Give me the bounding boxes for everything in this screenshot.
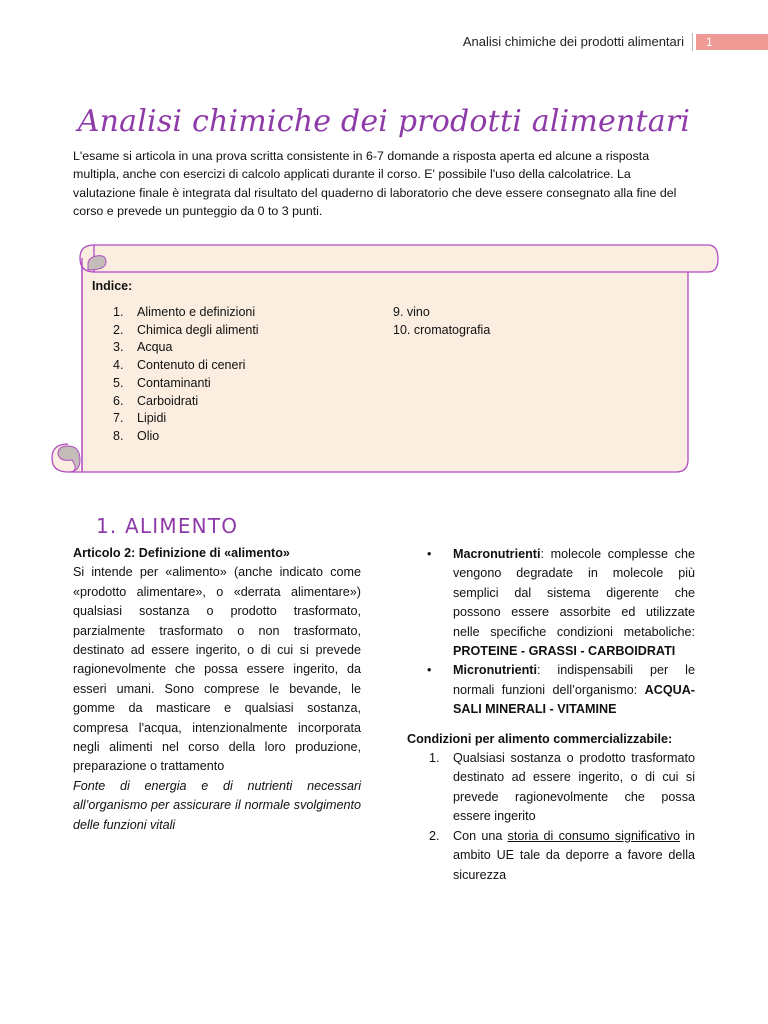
toc-item	[113, 304, 259, 322]
condition-text-pre: Con una	[453, 828, 508, 843]
toc-item-number: 8.	[113, 428, 124, 443]
toc-item-label: Acqua	[137, 340, 173, 355]
toc-item-number: 2.	[113, 322, 124, 337]
macronutrient-text	[453, 545, 695, 661]
toc-item	[113, 428, 259, 446]
toc-item-label: Contenuto di ceneri	[137, 358, 246, 373]
toc-item-label: Contaminanti	[137, 375, 211, 390]
conditions-list	[407, 749, 695, 885]
condition-number: 1.	[429, 751, 440, 766]
toc-item-number: 6.	[113, 393, 124, 408]
toc-item-number: 3.	[113, 340, 124, 355]
micronutrient-examples: ACQUA- SALI MINERALI - VITAMINE	[453, 682, 695, 717]
list-item	[407, 827, 695, 885]
article-note: Fonte di energia e di nutrienti necessari all’organismo per assicurare il normale svolgimento delle funzioni vitali	[73, 778, 361, 832]
macronutrient-desc: : molecole complesse che vengono degradate in molecole più semplici dal sistema digerente che possono essere assorbite ed utilizzate nelle specifiche condizioni metaboliche:	[453, 547, 695, 639]
toc-item-label: Alimento e definizioni	[137, 305, 256, 319]
toc-item-number: 1.	[113, 305, 124, 319]
condition-text-post: in ambito UE tale da deporre a favore della sicurezza	[453, 828, 695, 882]
header-separator	[692, 33, 693, 51]
toc-item	[113, 410, 259, 428]
document-title: Analisi chimiche dei prodotti alimentari	[77, 104, 691, 139]
toc-item-number: 7.	[113, 411, 124, 426]
toc-item-label: Carboidrati	[137, 393, 199, 408]
toc-item	[113, 375, 259, 393]
left-column	[73, 544, 361, 835]
toc-item	[113, 339, 259, 357]
list-item	[407, 545, 695, 661]
toc-item	[113, 322, 259, 340]
toc-item-label: Olio	[137, 428, 160, 443]
list-item	[407, 661, 695, 719]
micronutrient-text	[453, 661, 695, 719]
macronutrient-examples: PROTEINE - GRASSI - CARBOIDRATI	[453, 644, 676, 659]
toc-extra-items	[393, 304, 490, 339]
toc-item-label: Lipidi	[137, 411, 167, 426]
micronutrient-label: Micronutrienti	[453, 663, 537, 678]
bullet-icon: •	[427, 663, 432, 678]
intro-paragraph: L'esame si articola in una prova scritta consistente in 6-7 domande a risposta aperta ed alcune a risposta multipla, anche con esercizi di calcolo applicati durante il corso. E' possibile l'uso della calcolatrice. La valutazione finale è integrata dal risultato del quaderno di laboratorio che deve essere consegnato alla fine del corso e prevede un punteggio da 0 to 3 punti.	[73, 149, 677, 218]
bullet-icon: •	[427, 547, 432, 561]
list-item	[407, 749, 695, 827]
toc-item	[113, 357, 259, 375]
toc-extra-item: 10. cromatografia	[393, 322, 491, 337]
consumption-history-underlined: storia di consumo significativo	[507, 828, 680, 843]
page-number-badge: 1	[696, 34, 768, 50]
condition-text	[453, 827, 695, 885]
toc-heading: Indice:	[92, 279, 133, 293]
micronutrient-desc: : indispensabili per le normali funzioni dell’organismo:	[453, 663, 695, 697]
toc-item-number: 5.	[113, 375, 124, 390]
toc-item-label: Chimica degli alimenti	[137, 322, 259, 337]
nutrient-list	[407, 545, 695, 720]
conditions-heading: Condizioni per alimento commercializzabile:	[407, 731, 673, 746]
condition-text: Qualsiasi sostanza o prodotto trasformato destinato ad essere ingerito, o di cui si prevede ragionevolmente che possa essere ingerito	[453, 751, 695, 824]
toc-list	[113, 304, 259, 446]
condition-number: 2.	[429, 828, 440, 843]
section-heading: 1. ALIMENTO	[96, 514, 239, 538]
running-header-title: Analisi chimiche dei prodotti alimentari	[462, 34, 684, 49]
macronutrient-label: Macronutrienti	[453, 547, 541, 561]
article-title: Articolo 2: Definizione di «alimento»	[73, 546, 290, 560]
article-body: Si intende per «alimento» (anche indicato come «prodotto alimentare», o «derrata alimentare») qualsiasi sostanza o prodotto trasformato, parzialmente trasformato o non trasformato, destinato ad essere ingerito, o di cui si prevede ragionevolmente che possa essere ingerito, da esseri umani. Sono comprese le bevande, le gomme da masticare e qualsiasi sostanza, compresa l'acqua, intenzionalmente incorporata negli alimenti nel corso della loro produzione, preparazione o trattamento	[73, 565, 361, 774]
right-column	[407, 545, 695, 885]
toc-item	[113, 393, 259, 411]
toc-item-number: 4.	[113, 358, 124, 373]
toc-extra-item: 9. vino	[393, 305, 430, 319]
